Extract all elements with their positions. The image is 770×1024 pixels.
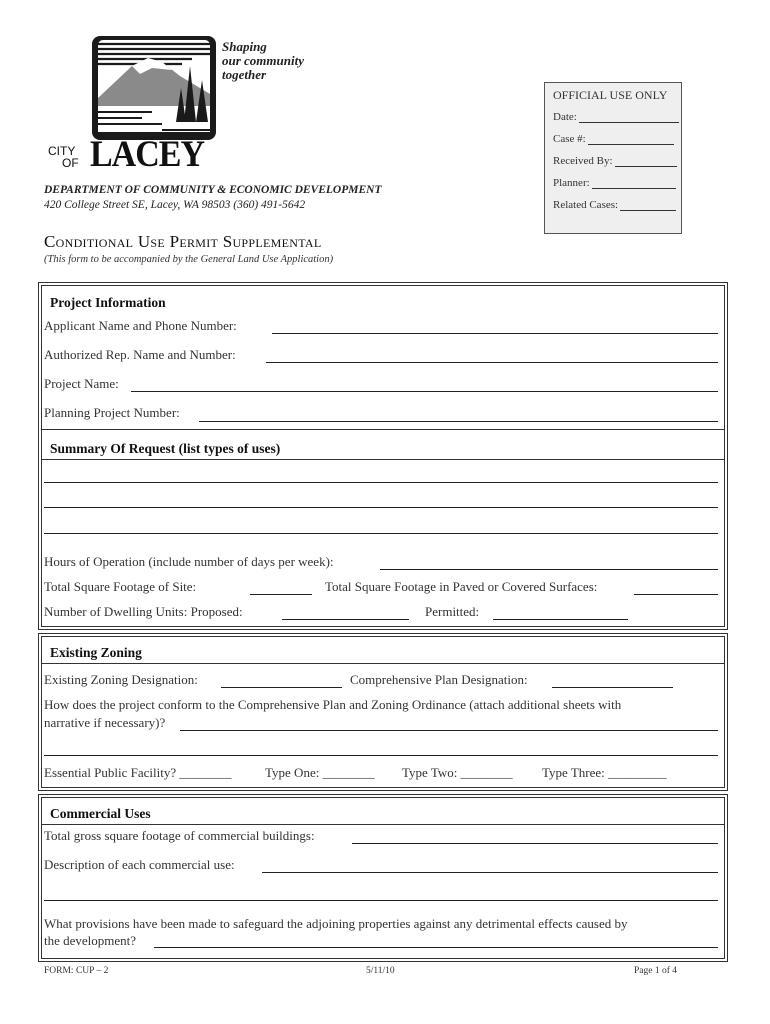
provisions-field[interactable] (154, 947, 718, 948)
provisions-question-line-2: the development? (44, 933, 137, 948)
form-frame-1 (38, 282, 728, 630)
form-frame-3 (38, 794, 728, 962)
official-received-row (553, 155, 677, 167)
official-related-label: Related Cases: (553, 199, 619, 211)
project-name-field[interactable] (131, 391, 718, 392)
city-logo (92, 36, 216, 140)
page-title: Conditional Use Permit Supplemental (44, 232, 322, 251)
official-date-row (553, 111, 679, 123)
authorized-rep-field[interactable] (266, 362, 718, 363)
dwelling-permitted-label: Permitted: (425, 604, 480, 619)
dwelling-proposed-label: Number of Dwelling Units: Proposed: (44, 604, 243, 619)
divider (42, 459, 724, 460)
page-subtitle: (This form to be accompanied by the General Land Use Application) (44, 254, 334, 265)
official-date-field[interactable] (579, 111, 679, 123)
conform-question-line-1: How does the project conform to the Comprehensive Plan and Zoning Ordinance (attach additional sheets with (44, 697, 622, 712)
section-title-existing-zoning: Existing Zoning (50, 645, 142, 660)
form-frame-1-inner (41, 285, 725, 627)
gross-sqft-field[interactable] (352, 843, 718, 844)
official-planner-label: Planner: (553, 177, 590, 189)
of-word: OF (62, 156, 79, 170)
official-related-field[interactable] (620, 199, 676, 211)
zoning-designation-field[interactable] (221, 687, 342, 688)
site-sqft-label: Total Square Footage of Site: (44, 579, 197, 594)
official-case-label: Case #: (553, 133, 586, 145)
summary-line-1[interactable] (44, 482, 718, 483)
description-label: Description of each commercial use: (44, 857, 235, 872)
city-name: LACEY (90, 134, 205, 175)
summary-line-2[interactable] (44, 507, 718, 508)
official-use-box (544, 82, 682, 234)
official-received-label: Received By: (553, 155, 613, 167)
project-name-label: Project Name: (44, 376, 119, 391)
divider (42, 663, 724, 664)
type-two-field[interactable]: Type Two: ________ (402, 765, 513, 780)
mountain-lake-logo-icon (92, 36, 216, 140)
paved-sqft-field[interactable] (634, 594, 718, 595)
dwelling-proposed-field[interactable] (282, 619, 409, 620)
official-case-field[interactable] (588, 133, 674, 145)
summary-line-3[interactable] (44, 533, 718, 534)
zoning-designation-label: Existing Zoning Designation: (44, 672, 198, 687)
comp-plan-label: Comprehensive Plan Designation: (350, 672, 528, 687)
section-title-project-information: Project Information (50, 295, 166, 310)
footer-page-number: Page 1 of 4 (634, 966, 678, 976)
divider (42, 429, 724, 430)
paved-sqft-label: Total Square Footage in Paved or Covered Surfaces: (325, 579, 598, 594)
official-use-heading: OFFICIAL USE ONLY (553, 88, 668, 102)
official-received-field[interactable] (615, 155, 677, 167)
applicant-field[interactable] (272, 333, 718, 334)
official-planner-row (553, 177, 676, 189)
tagline-line-1: Shaping (222, 39, 267, 54)
dwelling-permitted-field[interactable] (493, 619, 628, 620)
city-word: CITY (48, 144, 76, 158)
gross-sqft-label: Total gross square footage of commercial buildings: (44, 828, 315, 843)
authorized-rep-label: Authorized Rep. Name and Number: (44, 347, 236, 362)
hours-field[interactable] (380, 569, 718, 570)
tagline-line-2: our community (222, 53, 304, 68)
site-sqft-field[interactable] (250, 594, 312, 595)
footer-date: 5/11/10 (366, 966, 395, 976)
provisions-question-line-1: What provisions have been made to safeguard the adjoining properties against any detrimental effects caused by (44, 916, 628, 931)
applicant-label: Applicant Name and Phone Number: (44, 318, 237, 333)
department-address: 420 College Street SE, Lacey, WA 98503 (360) 491-5642 (44, 199, 306, 211)
type-three-field[interactable]: Type Three: _________ (542, 765, 667, 780)
conform-question-line-2: narrative if necessary)? (44, 715, 166, 730)
description-field-2[interactable] (44, 900, 718, 901)
section-title-summary: Summary Of Request (list types of uses) (50, 441, 281, 456)
section-title-commercial-uses: Commercial Uses (50, 806, 151, 821)
official-case-row (553, 133, 674, 145)
tagline-line-3: together (222, 67, 267, 82)
official-related-row (553, 199, 676, 211)
footer-form-id: FORM: CUP – 2 (44, 966, 109, 976)
planning-project-number-field[interactable] (199, 421, 718, 422)
conform-field-2[interactable] (44, 755, 718, 756)
conform-field-1[interactable] (180, 730, 718, 731)
planning-project-number-label: Planning Project Number: (44, 405, 180, 420)
divider (42, 824, 724, 825)
official-planner-field[interactable] (592, 177, 676, 189)
description-field-1[interactable] (262, 872, 718, 873)
type-one-field[interactable]: Type One: ________ (265, 765, 375, 780)
official-date-label: Date: (553, 111, 577, 123)
form-frame-3-inner (41, 797, 725, 959)
hours-label: Hours of Operation (include number of days per week): (44, 554, 334, 569)
city-of-label (48, 145, 79, 169)
essential-facility-field[interactable]: Essential Public Facility? ________ (44, 765, 232, 780)
department-name: DEPARTMENT OF COMMUNITY & ECONOMIC DEVELOPMENT (44, 184, 382, 196)
comp-plan-field[interactable] (552, 687, 673, 688)
